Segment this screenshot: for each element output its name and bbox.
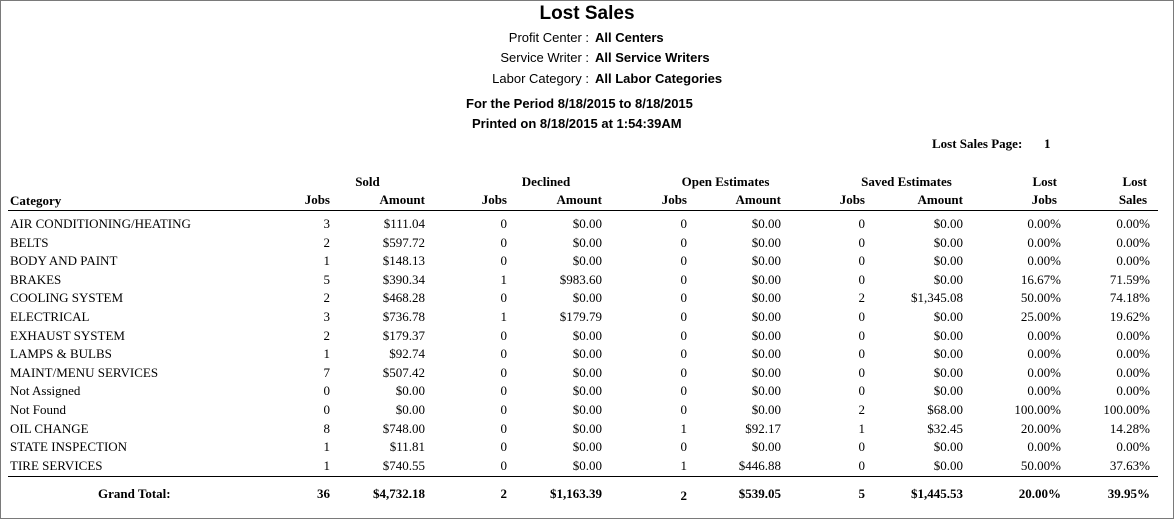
row-cell: 0	[858, 346, 865, 361]
jobs-header-0: Jobs	[304, 192, 330, 207]
row-cell: $0.00	[933, 272, 963, 287]
header-rule	[8, 210, 1158, 211]
row-cell: 0.00%	[1116, 383, 1150, 398]
grand-total-cell: 39.95%	[1107, 486, 1150, 501]
row-category: STATE INSPECTION	[10, 439, 128, 454]
row-cell: $0.00	[751, 346, 781, 361]
report-title: Lost Sales	[539, 3, 635, 24]
report-period: For the Period 8/18/2015 to 8/18/2015	[466, 96, 693, 111]
row-cell: 3	[323, 216, 330, 231]
amount-header-0: Amount	[379, 192, 425, 207]
row-cell: 3	[323, 309, 330, 324]
row-cell: 50.00%	[1020, 458, 1061, 473]
grand-total-cell: $1,163.39	[550, 486, 602, 501]
row-cell: 0	[680, 235, 687, 250]
row-cell: $0.00	[751, 235, 781, 250]
lost-sales-header-top: Lost	[1122, 174, 1147, 189]
row-cell: 0	[680, 216, 687, 231]
row-cell: 0	[858, 235, 865, 250]
row-cell: 2	[858, 402, 865, 417]
row-cell: 0.00%	[1116, 346, 1150, 361]
grand-total-cell: 2	[680, 488, 687, 503]
row-cell: 0	[858, 328, 865, 343]
row-cell: 0	[323, 383, 330, 398]
row-cell: $0.00	[572, 328, 602, 343]
row-cell: 0	[680, 346, 687, 361]
row-cell: 100.00%	[1014, 402, 1061, 417]
row-cell: $983.60	[559, 272, 602, 287]
row-cell: $148.13	[382, 253, 425, 268]
row-cell: $0.00	[751, 253, 781, 268]
row-cell: $0.00	[751, 328, 781, 343]
row-cell: $0.00	[933, 235, 963, 250]
row-cell: $0.00	[751, 439, 781, 454]
grand-total-cell: $539.05	[738, 486, 781, 501]
row-cell: $68.00	[927, 402, 963, 417]
row-cell: 0	[500, 383, 507, 398]
row-cell: 74.18%	[1109, 290, 1150, 305]
row-cell: $179.37	[382, 328, 425, 343]
row-cell: 37.63%	[1109, 458, 1150, 473]
lost-sales-header-bottom: Sales	[1118, 192, 1147, 207]
row-cell: 0	[680, 439, 687, 454]
row-cell: 16.67%	[1020, 272, 1061, 287]
row-cell: 0.00%	[1027, 346, 1061, 361]
row-category: BELTS	[10, 235, 49, 250]
row-cell: $468.28	[382, 290, 425, 305]
row-cell: 1	[500, 272, 507, 287]
grand-total-cell: $1,445.53	[911, 486, 963, 501]
row-cell: $507.42	[382, 365, 425, 380]
row-cell: $0.00	[933, 328, 963, 343]
row-cell: 0.00%	[1027, 383, 1061, 398]
grand-total-cell: 5	[858, 486, 865, 501]
row-cell: $0.00	[933, 365, 963, 380]
row-cell: $0.00	[751, 216, 781, 231]
labor-category-value: All Labor Categories	[595, 71, 723, 86]
row-cell: 0	[500, 216, 507, 231]
row-cell: $0.00	[933, 253, 963, 268]
group-header-1: Declined	[521, 174, 571, 189]
row-cell: 0	[680, 272, 687, 287]
row-category: TIRE SERVICES	[10, 458, 103, 473]
row-cell: 1	[323, 346, 330, 361]
row-cell: $748.00	[382, 421, 425, 436]
row-cell: 0	[500, 235, 507, 250]
row-cell: 0	[680, 309, 687, 324]
row-cell: $0.00	[751, 402, 781, 417]
profit-center-label: Profit Center :	[508, 30, 589, 45]
row-cell: 2	[323, 328, 330, 343]
amount-header-3: Amount	[917, 192, 963, 207]
grand-total-cell: 20.00%	[1018, 486, 1061, 501]
row-cell: 1	[323, 253, 330, 268]
row-cell: 0	[323, 402, 330, 417]
row-cell: $0.00	[572, 439, 602, 454]
row-cell: $0.00	[933, 216, 963, 231]
row-cell: 0	[500, 421, 507, 436]
row-cell: 0	[680, 328, 687, 343]
service-writer-value: All Service Writers	[595, 50, 710, 65]
row-cell: 0.00%	[1027, 365, 1061, 380]
row-cell: $0.00	[572, 346, 602, 361]
row-cell: 0	[680, 365, 687, 380]
row-cell: 1	[858, 421, 865, 436]
row-cell: 0	[680, 290, 687, 305]
row-cell: 0	[680, 383, 687, 398]
amount-header-2: Amount	[735, 192, 781, 207]
row-cell: 8	[323, 421, 330, 436]
service-writer-label: Service Writer :	[500, 50, 589, 65]
row-cell: 0	[500, 346, 507, 361]
row-cell: $0.00	[751, 309, 781, 324]
row-cell: $0.00	[933, 383, 963, 398]
row-cell: 0	[858, 365, 865, 380]
row-cell: $0.00	[572, 421, 602, 436]
row-cell: 1	[323, 439, 330, 454]
row-cell: $0.00	[572, 383, 602, 398]
row-cell: 0	[858, 458, 865, 473]
row-cell: 0.00%	[1116, 439, 1150, 454]
row-cell: 0	[500, 328, 507, 343]
row-cell: 50.00%	[1020, 290, 1061, 305]
row-cell: 2	[323, 235, 330, 250]
row-cell: 0	[500, 290, 507, 305]
row-cell: 0.00%	[1027, 253, 1061, 268]
row-cell: 0.00%	[1116, 235, 1150, 250]
row-cell: $92.17	[745, 421, 781, 436]
row-cell: $740.55	[382, 458, 425, 473]
row-cell: 20.00%	[1020, 421, 1061, 436]
row-category: BRAKES	[10, 272, 62, 287]
row-cell: 0	[500, 402, 507, 417]
amount-header-1: Amount	[556, 192, 602, 207]
row-cell: $1,345.08	[911, 290, 963, 305]
row-cell: $0.00	[395, 383, 425, 398]
row-cell: 1	[323, 458, 330, 473]
total-rule	[8, 476, 1158, 477]
row-cell: 0	[680, 253, 687, 268]
row-cell: $390.34	[382, 272, 425, 287]
group-header-0: Sold	[355, 174, 380, 189]
row-cell: 1	[680, 458, 687, 473]
report-printed: Printed on 8/18/2015 at 1:54:39AM	[472, 116, 682, 131]
row-category: Not Found	[10, 402, 66, 417]
row-category: ELECTRICAL	[10, 309, 90, 324]
row-category: MAINT/MENU SERVICES	[10, 365, 159, 380]
row-category: AIR CONDITIONING/HEATING	[10, 216, 191, 231]
group-header-2: Open Estimates	[681, 174, 770, 189]
row-cell: 0	[500, 439, 507, 454]
grand-total-cell: 2	[500, 486, 507, 501]
row-cell: 0.00%	[1027, 235, 1061, 250]
row-cell: 2	[323, 290, 330, 305]
row-category: Not Assigned	[10, 383, 81, 398]
grand-total-cell: $4,732.18	[373, 486, 425, 501]
row-cell: $0.00	[572, 235, 602, 250]
row-cell: $0.00	[572, 216, 602, 231]
row-cell: $111.04	[383, 216, 425, 231]
row-cell: $0.00	[933, 458, 963, 473]
row-category: COOLING SYSTEM	[10, 290, 124, 305]
page-label: Lost Sales Page:	[932, 136, 1023, 151]
row-category: EXHAUST SYSTEM	[10, 328, 125, 343]
row-cell: 71.59%	[1109, 272, 1150, 287]
lost-jobs-header-bottom: Jobs	[1031, 192, 1057, 207]
jobs-header-3: Jobs	[839, 192, 865, 207]
lost-jobs-header-top: Lost	[1032, 174, 1057, 189]
row-cell: 7	[323, 365, 330, 380]
row-cell: $597.72	[382, 235, 425, 250]
row-cell: 25.00%	[1020, 309, 1061, 324]
row-cell: $0.00	[572, 402, 602, 417]
labor-category-label: Labor Category :	[492, 71, 589, 86]
group-header-3: Saved Estimates	[861, 174, 952, 189]
row-cell: 0.00%	[1027, 216, 1061, 231]
row-cell: 100.00%	[1103, 402, 1150, 417]
row-cell: 5	[323, 272, 330, 287]
jobs-header-2: Jobs	[661, 192, 687, 207]
row-cell: 0	[680, 402, 687, 417]
jobs-header-1: Jobs	[481, 192, 507, 207]
row-cell: 1	[500, 309, 507, 324]
row-cell: 0	[858, 272, 865, 287]
row-cell: 19.62%	[1109, 309, 1150, 324]
row-cell: $179.79	[559, 309, 602, 324]
row-cell: $11.81	[389, 439, 425, 454]
grand-total-cell: 36	[317, 486, 330, 501]
row-cell: 0.00%	[1116, 365, 1150, 380]
row-cell: $0.00	[751, 383, 781, 398]
row-cell: 0.00%	[1027, 328, 1061, 343]
row-cell: $0.00	[572, 365, 602, 380]
row-category: OIL CHANGE	[10, 421, 89, 436]
row-cell: $446.88	[738, 458, 781, 473]
row-category: BODY AND PAINT	[10, 253, 118, 268]
row-cell: $0.00	[933, 346, 963, 361]
row-cell: $0.00	[751, 365, 781, 380]
row-cell: 0.00%	[1116, 328, 1150, 343]
row-cell: $0.00	[572, 290, 602, 305]
row-cell: 0.00%	[1116, 216, 1150, 231]
row-cell: $0.00	[933, 439, 963, 454]
row-cell: 2	[858, 290, 865, 305]
row-cell: 0	[500, 458, 507, 473]
row-cell: 0	[858, 439, 865, 454]
row-cell: $32.45	[927, 421, 963, 436]
profit-center-value: All Centers	[595, 30, 664, 45]
page-number: 1	[1044, 136, 1051, 151]
row-cell: 0	[500, 365, 507, 380]
row-cell: 14.28%	[1109, 421, 1150, 436]
row-cell: 1	[680, 421, 687, 436]
row-category: LAMPS & BULBS	[10, 346, 112, 361]
row-cell: $0.00	[572, 458, 602, 473]
row-cell: 0	[500, 253, 507, 268]
row-cell: $92.74	[389, 346, 425, 361]
row-cell: $0.00	[572, 253, 602, 268]
row-cell: 0	[858, 253, 865, 268]
row-cell: $0.00	[933, 309, 963, 324]
row-cell: 0.00%	[1116, 253, 1150, 268]
row-cell: 0	[858, 216, 865, 231]
row-cell: 0.00%	[1027, 439, 1061, 454]
row-cell: 0	[858, 309, 865, 324]
row-cell: $0.00	[395, 402, 425, 417]
row-cell: $0.00	[751, 272, 781, 287]
row-cell: $736.78	[382, 309, 425, 324]
row-cell: 0	[858, 383, 865, 398]
row-cell: $0.00	[751, 290, 781, 305]
category-header: Category	[10, 193, 62, 208]
grand-total-label: Grand Total:	[98, 486, 171, 501]
